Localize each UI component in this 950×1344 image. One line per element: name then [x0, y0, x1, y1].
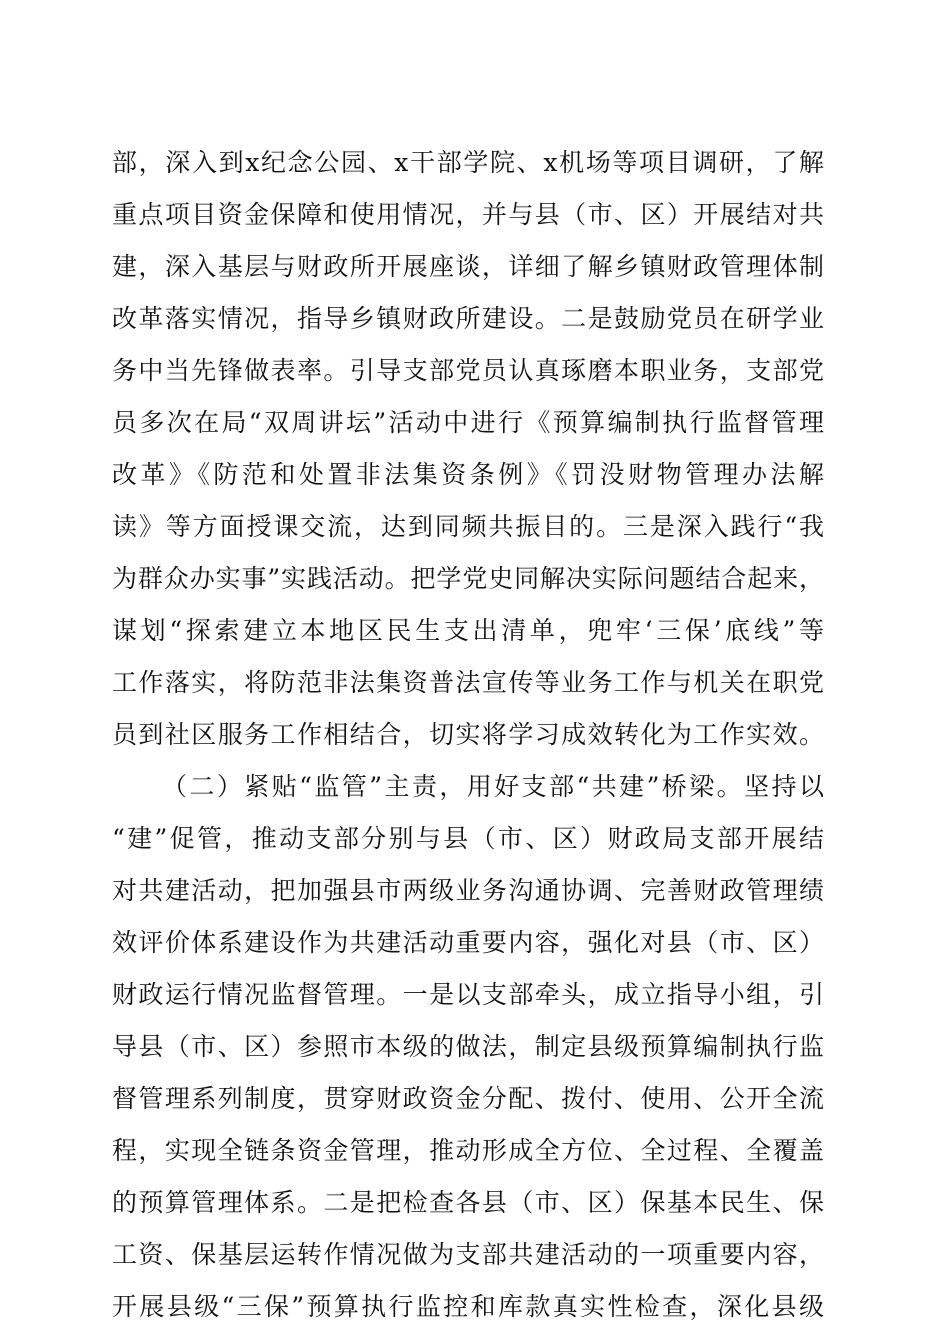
text-line: 程，实现全链条资金管理，推动形成全方位、全过程、全覆盖 — [112, 1136, 824, 1165]
text-line: 员到社区服务工作相结合，切实将学习成效转化为工作实效。 — [112, 720, 824, 749]
text-line: 工作落实，将防范非法集资普法宣传等业务工作与机关在职党 — [112, 668, 824, 697]
text-line: “建”促管，推动支部分别与县（市、区）财政局支部开展结 — [112, 824, 824, 853]
text-line: 务中当先锋做表率。引导支部党员认真琢磨本职业务，支部党 — [112, 356, 824, 385]
section-heading-line: （二）紧贴“监管”主责，用好支部“共建”桥梁。坚持以 — [162, 772, 824, 801]
text-line: 对共建活动，把加强县市两级业务沟通协调、完善财政管理绩 — [112, 876, 824, 905]
text-line: 员多次在局“双周讲坛”活动中进行《预算编制执行监督管理 — [112, 408, 824, 437]
text-line: 部，深入到x纪念公园、x干部学院、x机场等项目调研，了解 — [112, 148, 824, 177]
text-line: 改革落实情况，指导乡镇财政所建设。二是鼓励党员在研学业 — [112, 304, 824, 333]
text-line: 的预算管理体系。二是把检查各县（市、区）保基本民生、保 — [112, 1188, 824, 1217]
text-line: 为群众办实事”实践活动。把学党史同解决实际问题结合起来， — [112, 564, 824, 593]
text-line: 建，深入基层与财政所开展座谈，详细了解乡镇财政管理体制 — [112, 252, 824, 281]
text-line: 督管理系列制度，贯穿财政资金分配、拨付、使用、公开全流 — [112, 1084, 824, 1113]
text-line: 工资、保基层运转作情况做为支部共建活动的一项重要内容， — [112, 1240, 824, 1269]
text-line: 财政运行情况监督管理。一是以支部牵头，成立指导小组，引 — [112, 980, 824, 1009]
text-line: 重点项目资金保障和使用情况，并与县（市、区）开展结对共 — [112, 200, 824, 229]
text-line: 效评价体系建设作为共建活动重要内容，强化对县（市、区） — [112, 928, 824, 957]
text-line: 开展县级“三保”预算执行监控和库款真实性检查，深化县级 — [112, 1292, 824, 1321]
text-line: 谋划“探索建立本地区民生支出清单，兜牢‘三保’底线”等 — [112, 616, 824, 645]
text-line: 导县（市、区）参照市本级的做法，制定县级预算编制执行监 — [112, 1032, 824, 1061]
text-line: 改革》《防范和处置非法集资条例》《罚没财物管理办法解 — [112, 460, 824, 489]
text-line: 读》等方面授课交流，达到同频共振目的。三是深入践行“我 — [112, 512, 824, 541]
